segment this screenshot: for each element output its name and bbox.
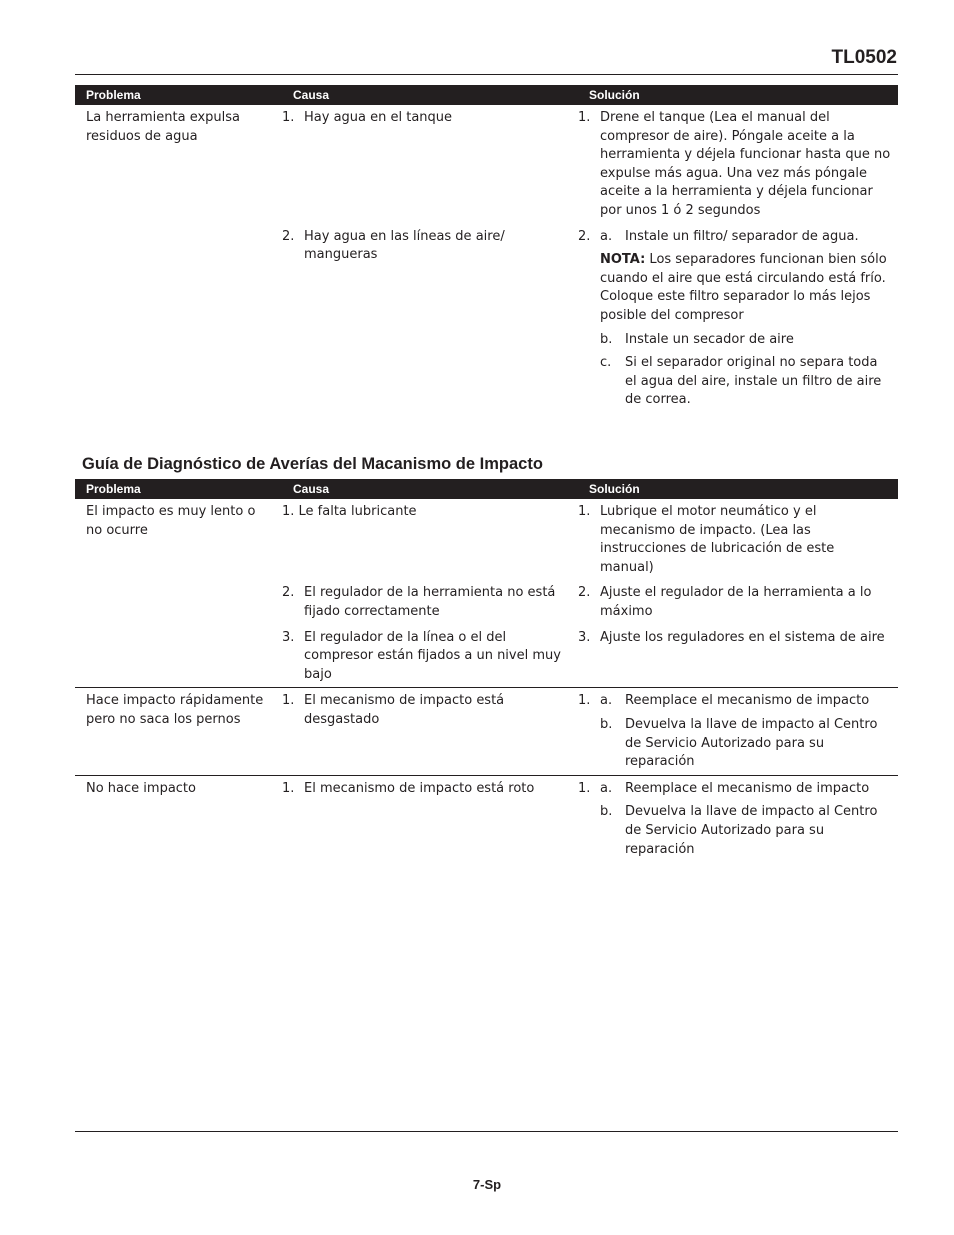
note-label: NOTA: [600,252,646,268]
problem-cell [75,224,282,413]
footer-rule [75,1131,898,1132]
solution-subitem [578,780,898,799]
cause-number: 1. [282,780,295,796]
problem-cell [75,625,282,688]
solution-subitem [578,228,898,247]
solution-note [578,251,898,325]
solution-text: Ajuste los reguladores en el sistema de aire [600,629,885,645]
header-solution: Solución [578,85,898,105]
solution-text: Instale un secador de aire [625,331,794,347]
cause-cell [282,775,578,862]
solution-number: 1. [578,110,591,125]
solution-number: 2. [578,585,591,601]
note-text: Los separadores funcionan bien sólo cuando el aire que está circulando está frío. Coloque este filtro separador lo más lejos posible del compresor [600,252,887,323]
solution-cell [578,775,898,862]
solution-cell [578,688,898,775]
cause-cell [282,224,578,413]
cause-text: El regulador de la línea o el del compresor están fijados a un nivel muy bajo [304,629,561,682]
cause-number: 1. [282,693,295,709]
table-row [75,625,898,688]
solution-text: Lubrique el motor neumático y el mecanismo de impacto. (Lea las instrucciones de lubricación de este manual) [600,504,835,575]
solution-item [578,629,898,648]
cause-text: Hay agua en el tanque [304,110,453,125]
cause-text: Hay agua en las líneas de aire/ mangueras [304,228,505,263]
solution-number: 2. [578,228,591,244]
header-problem: Problema [75,85,282,105]
solution-text: Instale un filtro/ separador de agua. [625,228,859,244]
solution-cell [578,580,898,624]
solution-item [578,109,898,221]
solution-text: Drene el tanque (Lea el manual del compresor de aire). Póngale aceite a la herramienta y déjela funcionar hasta que no expulse más agua. Una vez más póngale aceite a la herramienta y déjela funcionar por unos 1 ó 2 segundos [600,110,891,218]
table-row [75,580,898,624]
solution-text: Reemplace el mecanismo de impacto [625,780,870,796]
cause-item [282,109,578,128]
cause-item [282,780,578,799]
cause-item [282,584,578,621]
solution-cell [578,499,898,580]
problem-cell: La herramienta expulsa residuos de agua [86,110,241,144]
cause-cell [282,499,578,580]
solution-item [578,503,898,577]
solution-item [578,584,898,621]
solution-letter: a. [600,693,613,709]
solution-number: 1. [578,780,591,796]
solution-text: Devuelva la llave de impacto al Centro de Servicio Autorizado para su reparación [625,804,878,857]
solution-number: 1. [578,504,591,519]
table-row [75,105,898,224]
cause-item [282,629,578,685]
solution-subitem [578,716,898,772]
solution-text: Ajuste el regulador de la herramienta a lo máximo [600,585,872,619]
cause-number: 2. [282,585,295,601]
solution-letter: b. [600,716,613,732]
cause-number: 2. [282,228,295,244]
problem-cell [75,580,282,624]
header-cause: Causa [282,85,578,105]
cause-text: 1. Le falta lubricante [282,504,417,519]
solution-letter: c. [600,355,612,371]
cause-item [282,503,578,522]
solution-letter: b. [600,331,613,347]
solution-letter: a. [600,780,613,796]
solution-subitem [578,331,898,350]
page-number: 7-Sp [472,1177,502,1192]
solution-subitem [578,692,898,711]
solution-cell [578,625,898,688]
solution-cell [578,105,898,224]
table-row [75,775,898,862]
cause-item [282,228,578,265]
cause-text: El mecanismo de impacto está desgastado [304,693,505,727]
model-number: TL0502 [831,47,897,68]
solution-text: Si el separador original no separa toda el agua del aire, instale un filtro de aire de correa. [625,355,882,408]
header-problem: Problema [75,479,282,499]
solution-letter: b. [600,804,613,820]
cause-item [282,692,578,729]
problem-cell: Hace impacto rápidamente pero no saca los pernos [75,688,282,775]
header-rule [75,74,898,75]
troubleshooting-table-impact [75,479,898,862]
header-cause: Causa [282,479,578,499]
solution-text: Reemplace el mecanismo de impacto [625,693,870,709]
solution-number: 3. [578,629,591,645]
solution-letter: a. [600,228,613,244]
solution-number: 1. [578,693,591,709]
table-row [75,224,898,413]
cause-number: 3. [282,629,295,645]
cause-cell [282,105,578,224]
troubleshooting-table-tool [75,85,898,413]
cause-cell [282,625,578,688]
cause-number: 1. [282,110,295,125]
cause-text: El regulador de la herramienta no está fijado correctamente [304,585,556,619]
table-header-row [75,479,898,499]
solution-text: Devuelva la llave de impacto al Centro de Servicio Autorizado para su reparación [625,716,878,770]
solution-subitem [578,354,898,410]
cause-text: El mecanismo de impacto está roto [304,780,535,796]
solution-cell [578,224,898,413]
problem-cell: No hace impacto [86,780,196,796]
section-title: Guía de Diagnóstico de Averías del Macanismo de Impacto [82,455,543,473]
cause-cell [282,688,578,775]
solution-subitem [578,803,898,859]
header-solution: Solución [578,479,898,499]
cause-cell [282,580,578,624]
table-row [75,499,898,580]
problem-cell: El impacto es muy lento o no ocurre [86,504,256,538]
table-header-row [75,85,898,105]
table-row [75,688,898,775]
